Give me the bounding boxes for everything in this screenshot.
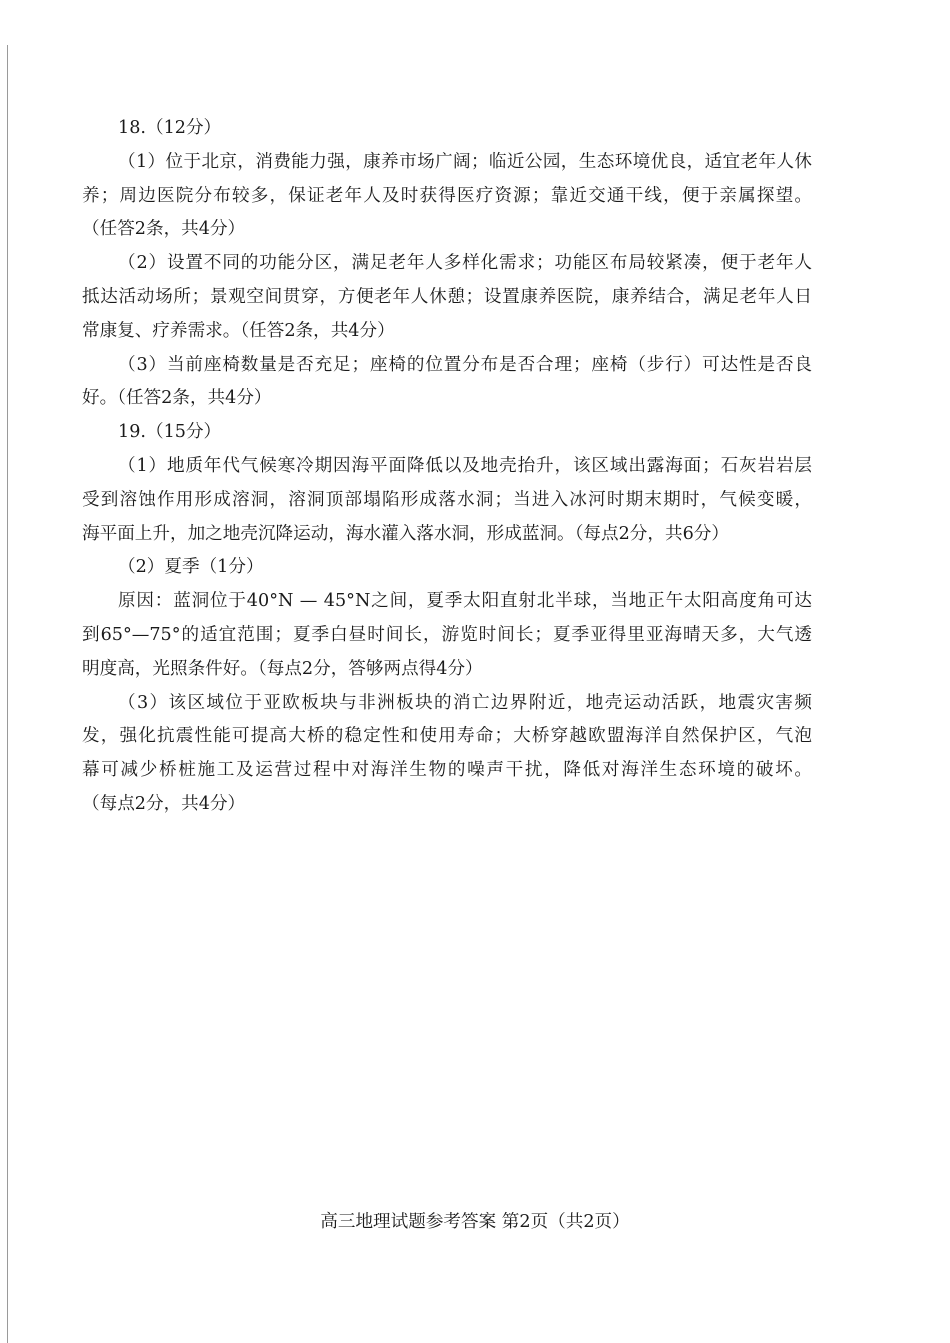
q18-p1-line3: （任答2条，共4分）	[82, 219, 246, 240]
q18-p2-line3: 常康复、疗养需求。（任答2条，共4分）	[82, 320, 395, 341]
q19-part3	[82, 687, 812, 822]
q19-p2-line3: 明度高，光照条件好。（每点2分，答够两点得4分）	[82, 658, 483, 679]
q18-p1-line2: 养；周边医院分布较多，保证老年人及时获得医疗资源；靠近交通干线，便于亲属探望。	[82, 185, 812, 206]
q19-p3-line3: 幕可减少桥桩施工及运营过程中对海洋生物的噪声干扰，降低对海洋生态环境的破坏。	[82, 760, 812, 781]
q18-p3-line1: （3）当前座椅数量是否充足；座椅的位置分布是否合理；座椅（步行）可达性是否良	[118, 354, 812, 375]
q18-part2	[82, 247, 812, 348]
q19-p3-line4: （每点2分，共4分）	[82, 793, 246, 814]
q19-p2-line2: 到65°—75°的适宜范围；夏季白昼时间长，游览时间长；夏季亚得里亚海晴天多，大气透	[82, 624, 812, 645]
q19-p1-line3: 海平面上升，加之地壳沉降运动，海水灌入落水洞，形成蓝洞。（每点2分，共6分）	[82, 523, 729, 544]
q18-p1-line1: （1）位于北京，消费能力强，康养市场广阔；临近公园，生态环境优良，适宜老年人休	[118, 151, 812, 172]
q18-p2-line2: 抵达活动场所；景观空间贯穿，方便老年人休憩；设置康养医院，康养结合，满足老年人日	[82, 286, 812, 307]
q18-p2-line1: （2）设置不同的功能分区，满足老年人多样化需求；功能区布局较紧凑，便于老年人	[118, 253, 812, 274]
q18-heading: 18.（12分）	[118, 118, 222, 138]
q19-p1-line2: 受到溶蚀作用形成溶洞，溶洞顶部塌陷形成落水洞；当进入冰河时期末期时，气候变暖，	[82, 489, 812, 510]
q19-p3-line1: （3）该区域位于亚欧板块与非洲板块的消亡边界附近，地壳运动活跃，地震灾害频	[118, 692, 812, 713]
scan-edge-line	[7, 45, 8, 1343]
answer-content	[82, 112, 812, 822]
q19-part2	[82, 551, 812, 686]
q19-p3-line2: 发，强化抗震性能可提高大桥的稳定性和使用寿命；大桥穿越欧盟海洋自然保护区，气泡	[82, 726, 812, 747]
q19-heading: 19.（15分）	[118, 422, 222, 443]
q18-part3	[82, 349, 812, 417]
q18-p3-line2: 好。（任答2条，共4分）	[82, 388, 272, 409]
page-footer: 高三地理试题参考答案 第2页（共2页）	[320, 1212, 630, 1232]
q18-part1	[82, 146, 812, 247]
q19-p2-heading: （2）夏季（1分）	[118, 557, 264, 578]
q19-part1	[82, 450, 812, 551]
q19-p2-line1: 原因：蓝洞位于40°N — 45°N之间，夏季太阳直射北半球，当地正午太阳高度角可达	[118, 591, 812, 612]
q19-p1-line1: （1）地质年代气候寒冷期因海平面降低以及地壳抬升，该区域出露海面；石灰岩岩层	[118, 455, 812, 476]
